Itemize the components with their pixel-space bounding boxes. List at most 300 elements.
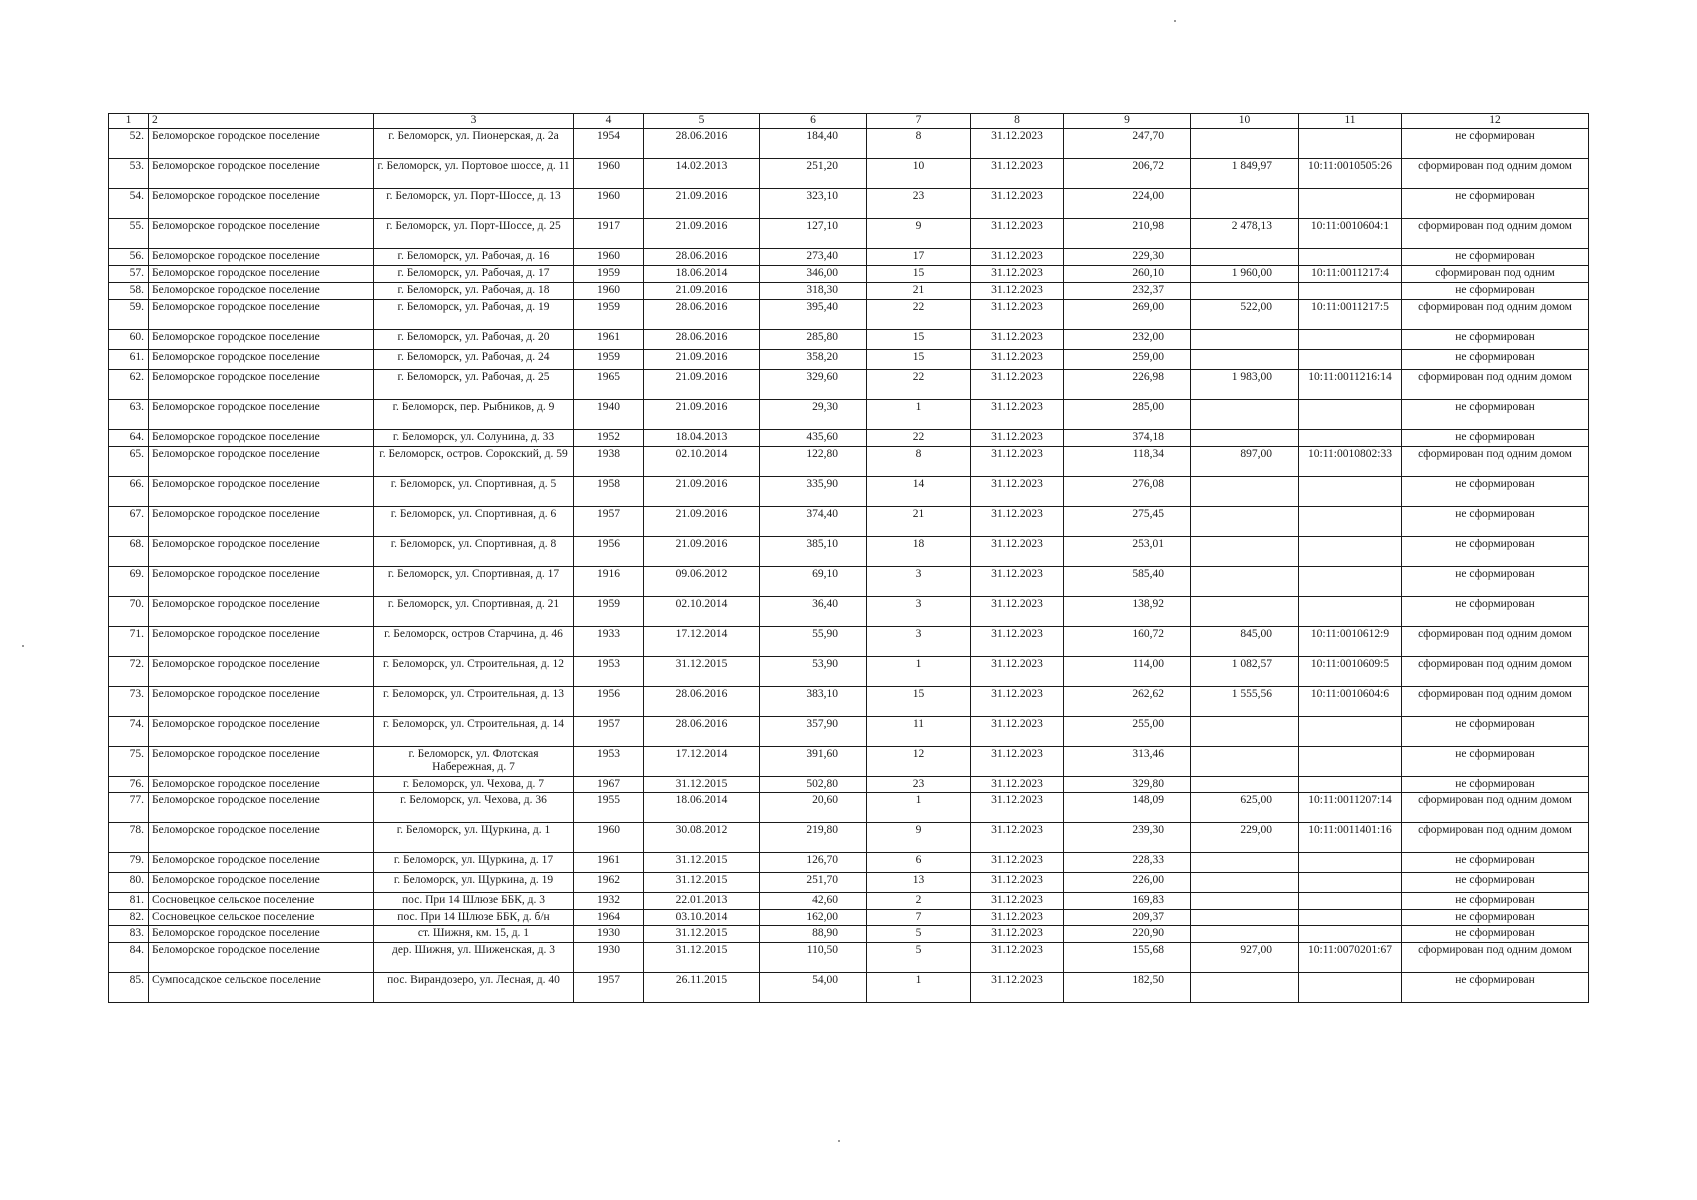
cadastral-number-cell: [1299, 429, 1402, 446]
area-cell: 285,80: [760, 329, 867, 349]
year-cell: 1960: [574, 248, 644, 265]
date-cell: 31.12.2015: [644, 873, 760, 893]
date-cell: 18.06.2014: [644, 265, 760, 282]
land-area-cell: [1191, 776, 1299, 793]
date-cell: 31.12.2015: [644, 942, 760, 972]
row-number: 60.: [109, 329, 149, 349]
year-cell: 1961: [574, 853, 644, 873]
column-number: 11: [1299, 114, 1402, 129]
address-cell: г. Беломорск, ул. Флотская Набережная, д. 7: [374, 746, 574, 776]
cadastral-number-cell: [1299, 476, 1402, 506]
address-cell: г. Беломорск, ул. Щуркина, д. 17: [374, 853, 574, 873]
status-cell: не сформирован: [1402, 909, 1589, 926]
land-area-cell: 897,00: [1191, 446, 1299, 476]
residents-cell: 18: [867, 536, 971, 566]
value-cell: 155,68: [1064, 942, 1191, 972]
address-cell: пос. При 14 Шлюзе ББК, д. 3: [374, 893, 574, 910]
residents-cell: 5: [867, 926, 971, 943]
cadastral-number-cell: 10:11:0010609:5: [1299, 656, 1402, 686]
deadline-cell: 31.12.2023: [971, 793, 1064, 823]
row-number: 54.: [109, 188, 149, 218]
land-area-cell: [1191, 349, 1299, 369]
value-cell: 259,00: [1064, 349, 1191, 369]
land-area-cell: [1191, 128, 1299, 158]
value-cell: 313,46: [1064, 746, 1191, 776]
cadastral-number-cell: 10:11:0010604:1: [1299, 218, 1402, 248]
land-area-cell: [1191, 429, 1299, 446]
column-number: 1: [109, 114, 149, 129]
land-area-cell: [1191, 926, 1299, 943]
row-number: 68.: [109, 536, 149, 566]
status-cell: не сформирован: [1402, 716, 1589, 746]
cadastral-number-cell: [1299, 596, 1402, 626]
residents-cell: 21: [867, 282, 971, 299]
value-cell: 285,00: [1064, 399, 1191, 429]
land-area-cell: 1 555,56: [1191, 686, 1299, 716]
address-cell: г. Беломорск, ул. Спортивная, д. 5: [374, 476, 574, 506]
row-number: 77.: [109, 793, 149, 823]
deadline-cell: 31.12.2023: [971, 716, 1064, 746]
date-cell: 02.10.2014: [644, 596, 760, 626]
area-cell: 385,10: [760, 536, 867, 566]
cadastral-number-cell: 10:11:0011216:14: [1299, 369, 1402, 399]
status-cell: не сформирован: [1402, 536, 1589, 566]
date-cell: 31.12.2015: [644, 926, 760, 943]
address-cell: г. Беломорск, остров Старчина, д. 46: [374, 626, 574, 656]
settlement-cell: Беломорское городское поселение: [149, 369, 374, 399]
area-cell: 391,60: [760, 746, 867, 776]
date-cell: 21.09.2016: [644, 476, 760, 506]
year-cell: 1960: [574, 188, 644, 218]
row-number: 61.: [109, 349, 149, 369]
column-number: 8: [971, 114, 1064, 129]
status-cell: не сформирован: [1402, 429, 1589, 446]
address-cell: г. Беломорск, ул. Портовое шоссе, д. 11: [374, 158, 574, 188]
deadline-cell: 31.12.2023: [971, 566, 1064, 596]
table-row: [109, 686, 1589, 716]
settlement-cell: Беломорское городское поселение: [149, 506, 374, 536]
year-cell: 1933: [574, 626, 644, 656]
residents-cell: 22: [867, 429, 971, 446]
residents-cell: 2: [867, 893, 971, 910]
date-cell: 02.10.2014: [644, 446, 760, 476]
cadastral-number-cell: [1299, 282, 1402, 299]
year-cell: 1964: [574, 909, 644, 926]
area-cell: 54,00: [760, 972, 867, 1002]
date-cell: 28.06.2016: [644, 686, 760, 716]
year-cell: 1954: [574, 128, 644, 158]
table-row: [109, 158, 1589, 188]
year-cell: 1957: [574, 716, 644, 746]
area-cell: 318,30: [760, 282, 867, 299]
area-cell: 184,40: [760, 128, 867, 158]
status-cell: сформирован под одним домом: [1402, 793, 1589, 823]
residents-cell: 10: [867, 158, 971, 188]
table-row: [109, 446, 1589, 476]
status-cell: не сформирован: [1402, 188, 1589, 218]
land-area-cell: [1191, 188, 1299, 218]
table-row: [109, 596, 1589, 626]
table-row: [109, 248, 1589, 265]
row-number: 74.: [109, 716, 149, 746]
land-area-cell: [1191, 853, 1299, 873]
column-number: 4: [574, 114, 644, 129]
table-row: [109, 746, 1589, 776]
scan-speck: [22, 645, 24, 647]
settlement-cell: Беломорское городское поселение: [149, 776, 374, 793]
row-number: 52.: [109, 128, 149, 158]
year-cell: 1956: [574, 686, 644, 716]
address-cell: г. Беломорск, остров. Сорокский, д. 59: [374, 446, 574, 476]
cadastral-number-cell: 10:11:0010612:9: [1299, 626, 1402, 656]
year-cell: 1967: [574, 776, 644, 793]
row-number: 70.: [109, 596, 149, 626]
row-number: 71.: [109, 626, 149, 656]
residents-cell: 15: [867, 329, 971, 349]
year-cell: 1959: [574, 596, 644, 626]
value-cell: 209,37: [1064, 909, 1191, 926]
column-number: 7: [867, 114, 971, 129]
residents-cell: 12: [867, 746, 971, 776]
land-area-cell: 1 960,00: [1191, 265, 1299, 282]
date-cell: 28.06.2016: [644, 248, 760, 265]
cadastral-number-cell: 10:11:0011207:14: [1299, 793, 1402, 823]
table-row: [109, 972, 1589, 1002]
year-cell: 1957: [574, 972, 644, 1002]
deadline-cell: 31.12.2023: [971, 942, 1064, 972]
area-cell: 122,80: [760, 446, 867, 476]
date-cell: 21.09.2016: [644, 282, 760, 299]
settlement-cell: Беломорское городское поселение: [149, 942, 374, 972]
address-cell: г. Беломорск, ул. Спортивная, д. 6: [374, 506, 574, 536]
settlement-cell: Сосновецкое сельское поселение: [149, 909, 374, 926]
address-cell: г. Беломорск, ул. Щуркина, д. 19: [374, 873, 574, 893]
column-number: 12: [1402, 114, 1589, 129]
status-cell: сформирован под одним домом: [1402, 942, 1589, 972]
value-cell: 260,10: [1064, 265, 1191, 282]
value-cell: 206,72: [1064, 158, 1191, 188]
deadline-cell: 31.12.2023: [971, 349, 1064, 369]
residents-cell: 15: [867, 686, 971, 716]
cadastral-number-cell: [1299, 926, 1402, 943]
settlement-cell: Беломорское городское поселение: [149, 128, 374, 158]
settlement-cell: Беломорское городское поселение: [149, 853, 374, 873]
deadline-cell: 31.12.2023: [971, 656, 1064, 686]
address-cell: г. Беломорск, ул. Строительная, д. 14: [374, 716, 574, 746]
table-row: [109, 776, 1589, 793]
residents-cell: 21: [867, 506, 971, 536]
deadline-cell: 31.12.2023: [971, 282, 1064, 299]
column-number: 5: [644, 114, 760, 129]
settlement-cell: Беломорское городское поселение: [149, 282, 374, 299]
status-cell: не сформирован: [1402, 926, 1589, 943]
table-row: [109, 369, 1589, 399]
area-cell: 55,90: [760, 626, 867, 656]
land-area-cell: 625,00: [1191, 793, 1299, 823]
table-row: [109, 399, 1589, 429]
status-cell: не сформирован: [1402, 746, 1589, 776]
settlement-cell: Беломорское городское поселение: [149, 686, 374, 716]
cadastral-number-cell: [1299, 746, 1402, 776]
row-number: 76.: [109, 776, 149, 793]
status-cell: не сформирован: [1402, 893, 1589, 910]
value-cell: 374,18: [1064, 429, 1191, 446]
area-cell: 435,60: [760, 429, 867, 446]
land-area-cell: [1191, 282, 1299, 299]
status-cell: сформирован под одним домом: [1402, 656, 1589, 686]
date-cell: 21.09.2016: [644, 349, 760, 369]
date-cell: 21.09.2016: [644, 536, 760, 566]
year-cell: 1952: [574, 429, 644, 446]
area-cell: 502,80: [760, 776, 867, 793]
area-cell: 383,10: [760, 686, 867, 716]
deadline-cell: 31.12.2023: [971, 893, 1064, 910]
status-cell: не сформирован: [1402, 349, 1589, 369]
residents-cell: 8: [867, 446, 971, 476]
value-cell: 262,62: [1064, 686, 1191, 716]
table-row: [109, 853, 1589, 873]
status-cell: сформирован под одним домом: [1402, 686, 1589, 716]
table-row: [109, 299, 1589, 329]
status-cell: не сформирован: [1402, 476, 1589, 506]
deadline-cell: 31.12.2023: [971, 399, 1064, 429]
residents-cell: 13: [867, 873, 971, 893]
settlement-cell: Беломорское городское поселение: [149, 349, 374, 369]
deadline-cell: 31.12.2023: [971, 596, 1064, 626]
residents-cell: 3: [867, 566, 971, 596]
cadastral-number-cell: [1299, 566, 1402, 596]
address-cell: г. Беломорск, ул. Рабочая, д. 19: [374, 299, 574, 329]
address-cell: г. Беломорск, ул. Порт-Шоссе, д. 13: [374, 188, 574, 218]
year-cell: 1958: [574, 476, 644, 506]
column-number: 10: [1191, 114, 1299, 129]
area-cell: 29,30: [760, 399, 867, 429]
year-cell: 1959: [574, 265, 644, 282]
deadline-cell: 31.12.2023: [971, 909, 1064, 926]
value-cell: 114,00: [1064, 656, 1191, 686]
value-cell: 160,72: [1064, 626, 1191, 656]
area-cell: 357,90: [760, 716, 867, 746]
address-cell: ст. Шижня, км. 15, д. 1: [374, 926, 574, 943]
address-cell: г. Беломорск, ул. Порт-Шоссе, д. 25: [374, 218, 574, 248]
row-number: 73.: [109, 686, 149, 716]
deadline-cell: 31.12.2023: [971, 158, 1064, 188]
row-number: 53.: [109, 158, 149, 188]
area-cell: 20,60: [760, 793, 867, 823]
settlement-cell: Беломорское городское поселение: [149, 566, 374, 596]
row-number: 84.: [109, 942, 149, 972]
address-cell: г. Беломорск, ул. Строительная, д. 12: [374, 656, 574, 686]
cadastral-number-cell: 10:11:0010604:6: [1299, 686, 1402, 716]
area-cell: 162,00: [760, 909, 867, 926]
residents-cell: 8: [867, 128, 971, 158]
value-cell: 226,98: [1064, 369, 1191, 399]
residents-cell: 22: [867, 369, 971, 399]
status-cell: сформирован под одним домом: [1402, 823, 1589, 853]
value-cell: 275,45: [1064, 506, 1191, 536]
year-cell: 1965: [574, 369, 644, 399]
address-cell: пос. При 14 Шлюзе ББК, д. б/н: [374, 909, 574, 926]
status-cell: не сформирован: [1402, 248, 1589, 265]
area-cell: 219,80: [760, 823, 867, 853]
deadline-cell: 31.12.2023: [971, 536, 1064, 566]
status-cell: не сформирован: [1402, 329, 1589, 349]
year-cell: 1953: [574, 656, 644, 686]
status-cell: сформирован под одним домом: [1402, 369, 1589, 399]
status-cell: сформирован под одним домом: [1402, 446, 1589, 476]
column-number: 6: [760, 114, 867, 129]
year-cell: 1957: [574, 506, 644, 536]
deadline-cell: 31.12.2023: [971, 506, 1064, 536]
value-cell: 232,37: [1064, 282, 1191, 299]
year-cell: 1916: [574, 566, 644, 596]
residents-cell: 3: [867, 596, 971, 626]
table-row: [109, 926, 1589, 943]
land-area-cell: 229,00: [1191, 823, 1299, 853]
status-cell: не сформирован: [1402, 282, 1589, 299]
land-area-cell: [1191, 476, 1299, 506]
area-cell: 88,90: [760, 926, 867, 943]
area-cell: 346,00: [760, 265, 867, 282]
scan-speck: [838, 1140, 840, 1142]
date-cell: 21.09.2016: [644, 188, 760, 218]
year-cell: 1956: [574, 536, 644, 566]
residents-cell: 1: [867, 399, 971, 429]
cadastral-number-cell: [1299, 776, 1402, 793]
residents-cell: 6: [867, 853, 971, 873]
table-row: [109, 873, 1589, 893]
cadastral-number-cell: [1299, 349, 1402, 369]
value-cell: 329,80: [1064, 776, 1191, 793]
year-cell: 1960: [574, 823, 644, 853]
row-number: 75.: [109, 746, 149, 776]
date-cell: 18.06.2014: [644, 793, 760, 823]
settlement-cell: Беломорское городское поселение: [149, 926, 374, 943]
cadastral-number-cell: [1299, 188, 1402, 218]
table-row: [109, 282, 1589, 299]
settlement-cell: Беломорское городское поселение: [149, 218, 374, 248]
land-area-cell: 927,00: [1191, 942, 1299, 972]
value-cell: 169,83: [1064, 893, 1191, 910]
address-cell: г. Беломорск, ул. Рабочая, д. 24: [374, 349, 574, 369]
address-cell: г. Беломорск, ул. Пионерская, д. 2а: [374, 128, 574, 158]
area-cell: 251,20: [760, 158, 867, 188]
table-row: [109, 823, 1589, 853]
deadline-cell: 31.12.2023: [971, 188, 1064, 218]
deadline-cell: 31.12.2023: [971, 128, 1064, 158]
settlement-cell: Беломорское городское поселение: [149, 716, 374, 746]
residents-cell: 23: [867, 188, 971, 218]
row-number: 62.: [109, 369, 149, 399]
deadline-cell: 31.12.2023: [971, 686, 1064, 716]
residents-cell: 11: [867, 716, 971, 746]
area-cell: 329,60: [760, 369, 867, 399]
cadastral-number-cell: [1299, 716, 1402, 746]
date-cell: 31.12.2015: [644, 656, 760, 686]
deadline-cell: 31.12.2023: [971, 265, 1064, 282]
date-cell: 03.10.2014: [644, 909, 760, 926]
address-cell: г. Беломорск, ул. Рабочая, д. 25: [374, 369, 574, 399]
land-area-cell: [1191, 596, 1299, 626]
table-row: [109, 626, 1589, 656]
area-cell: 323,10: [760, 188, 867, 218]
date-cell: 17.12.2014: [644, 746, 760, 776]
status-cell: не сформирован: [1402, 399, 1589, 429]
row-number: 59.: [109, 299, 149, 329]
address-cell: г. Беломорск, ул. Строительная, д. 13: [374, 686, 574, 716]
table-row: [109, 476, 1589, 506]
settlement-cell: Беломорское городское поселение: [149, 158, 374, 188]
deadline-cell: 31.12.2023: [971, 823, 1064, 853]
cadastral-number-cell: [1299, 909, 1402, 926]
land-area-cell: [1191, 248, 1299, 265]
value-cell: 255,00: [1064, 716, 1191, 746]
table-row: [109, 909, 1589, 926]
housing-register-table: [108, 113, 1588, 1003]
land-area-cell: [1191, 716, 1299, 746]
land-area-cell: [1191, 566, 1299, 596]
area-cell: 42,60: [760, 893, 867, 910]
table-row: [109, 218, 1589, 248]
table-row: [109, 893, 1589, 910]
row-number: 72.: [109, 656, 149, 686]
residents-cell: 1: [867, 656, 971, 686]
status-cell: не сформирован: [1402, 776, 1589, 793]
value-cell: 138,92: [1064, 596, 1191, 626]
row-number: 56.: [109, 248, 149, 265]
value-cell: 269,00: [1064, 299, 1191, 329]
date-cell: 28.06.2016: [644, 128, 760, 158]
deadline-cell: 31.12.2023: [971, 248, 1064, 265]
settlement-cell: Беломорское городское поселение: [149, 793, 374, 823]
address-cell: г. Беломорск, ул. Рабочая, д. 17: [374, 265, 574, 282]
row-number: 85.: [109, 972, 149, 1002]
row-number: 69.: [109, 566, 149, 596]
year-cell: 1960: [574, 158, 644, 188]
land-area-cell: 845,00: [1191, 626, 1299, 656]
table-row: [109, 349, 1589, 369]
address-cell: г. Беломорск, ул. Спортивная, д. 17: [374, 566, 574, 596]
land-area-cell: [1191, 893, 1299, 910]
residents-cell: 7: [867, 909, 971, 926]
cadastral-number-cell: [1299, 248, 1402, 265]
settlement-cell: Беломорское городское поселение: [149, 596, 374, 626]
date-cell: 21.09.2016: [644, 399, 760, 429]
residents-cell: 22: [867, 299, 971, 329]
status-cell: не сформирован: [1402, 506, 1589, 536]
date-cell: 21.09.2016: [644, 218, 760, 248]
area-cell: 126,70: [760, 853, 867, 873]
status-cell: не сформирован: [1402, 853, 1589, 873]
residents-cell: 9: [867, 823, 971, 853]
deadline-cell: 31.12.2023: [971, 476, 1064, 506]
land-area-cell: [1191, 536, 1299, 566]
year-cell: 1960: [574, 282, 644, 299]
row-number: 67.: [109, 506, 149, 536]
area-cell: 374,40: [760, 506, 867, 536]
settlement-cell: Беломорское городское поселение: [149, 248, 374, 265]
year-cell: 1961: [574, 329, 644, 349]
date-cell: 30.08.2012: [644, 823, 760, 853]
status-cell: не сформирован: [1402, 972, 1589, 1002]
cadastral-number-cell: [1299, 853, 1402, 873]
date-cell: 21.09.2016: [644, 369, 760, 399]
land-area-cell: 1 849,97: [1191, 158, 1299, 188]
settlement-cell: Беломорское городское поселение: [149, 476, 374, 506]
cadastral-number-cell: [1299, 128, 1402, 158]
residents-cell: 5: [867, 942, 971, 972]
area-cell: 53,90: [760, 656, 867, 686]
